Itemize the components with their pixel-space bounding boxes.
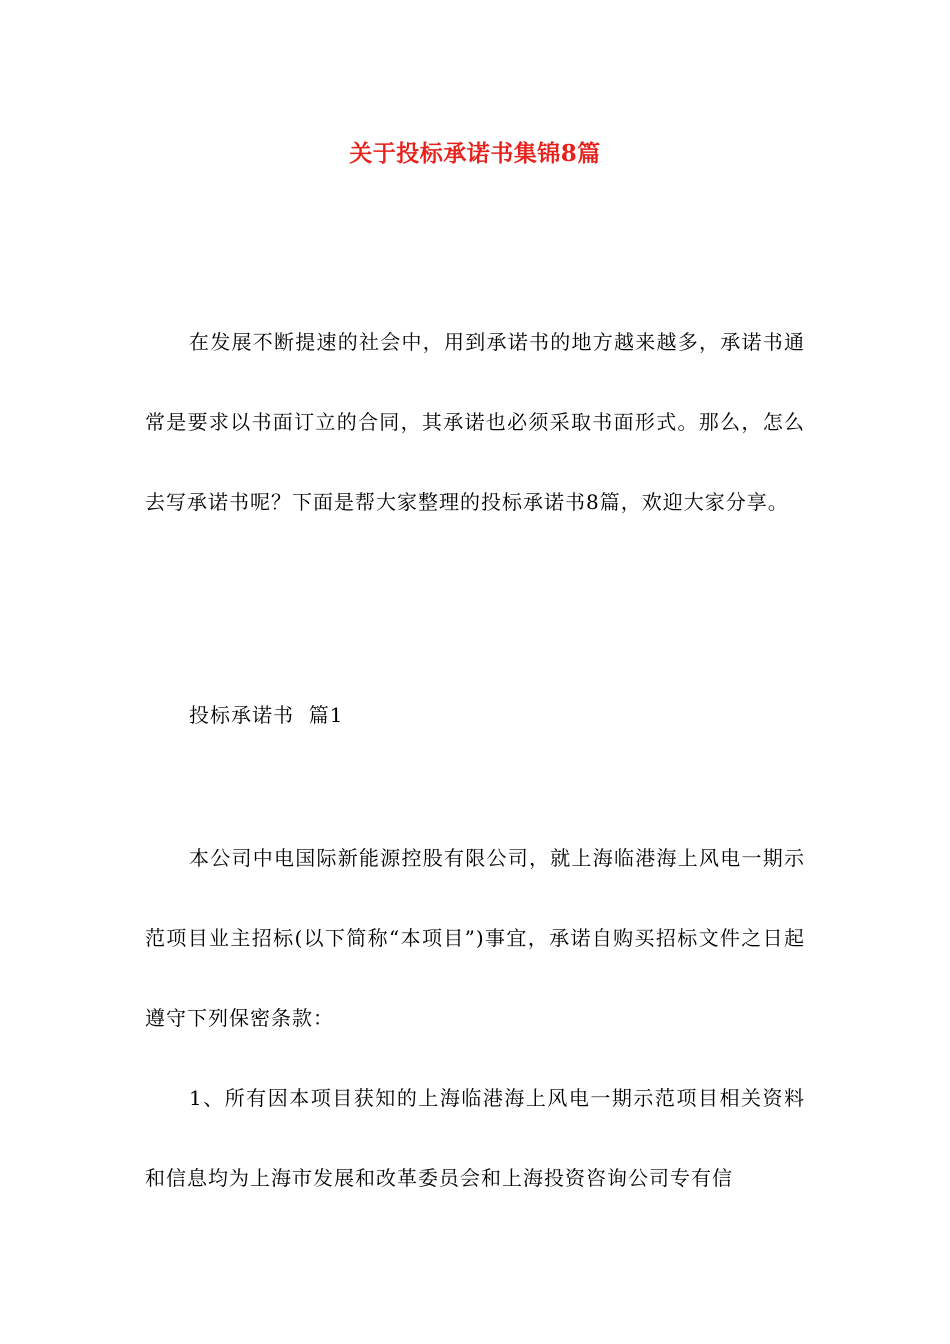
body-paragraph: 1、所有因本项目获知的上海临港海上风电一期示范项目相关资料和信息均为上海市发展和改革委员会和上海投资咨询公司专有信: [145, 1086, 805, 1190]
body-paragraph: 本公司中电国际新能源控股有限公司，就上海临港海上风电一期示范项目业主招标(以下简称“本项目”)事宜，承诺自购买招标文件之日起遵守下列保密条款：: [145, 846, 805, 1030]
document-title: 关于投标承诺书集锦8篇: [349, 140, 601, 167]
section-heading: 投标承诺书 篇1: [189, 703, 344, 727]
intro-paragraph: 在发展不断提速的社会中，用到承诺书的地方越来越多，承诺书通常是要求以书面订立的合同，其承诺也必须采取书面形式。那么，怎么去写承诺书呢？下面是帮大家整理的投标承诺书8篇，欢迎大家分享。: [145, 330, 805, 514]
